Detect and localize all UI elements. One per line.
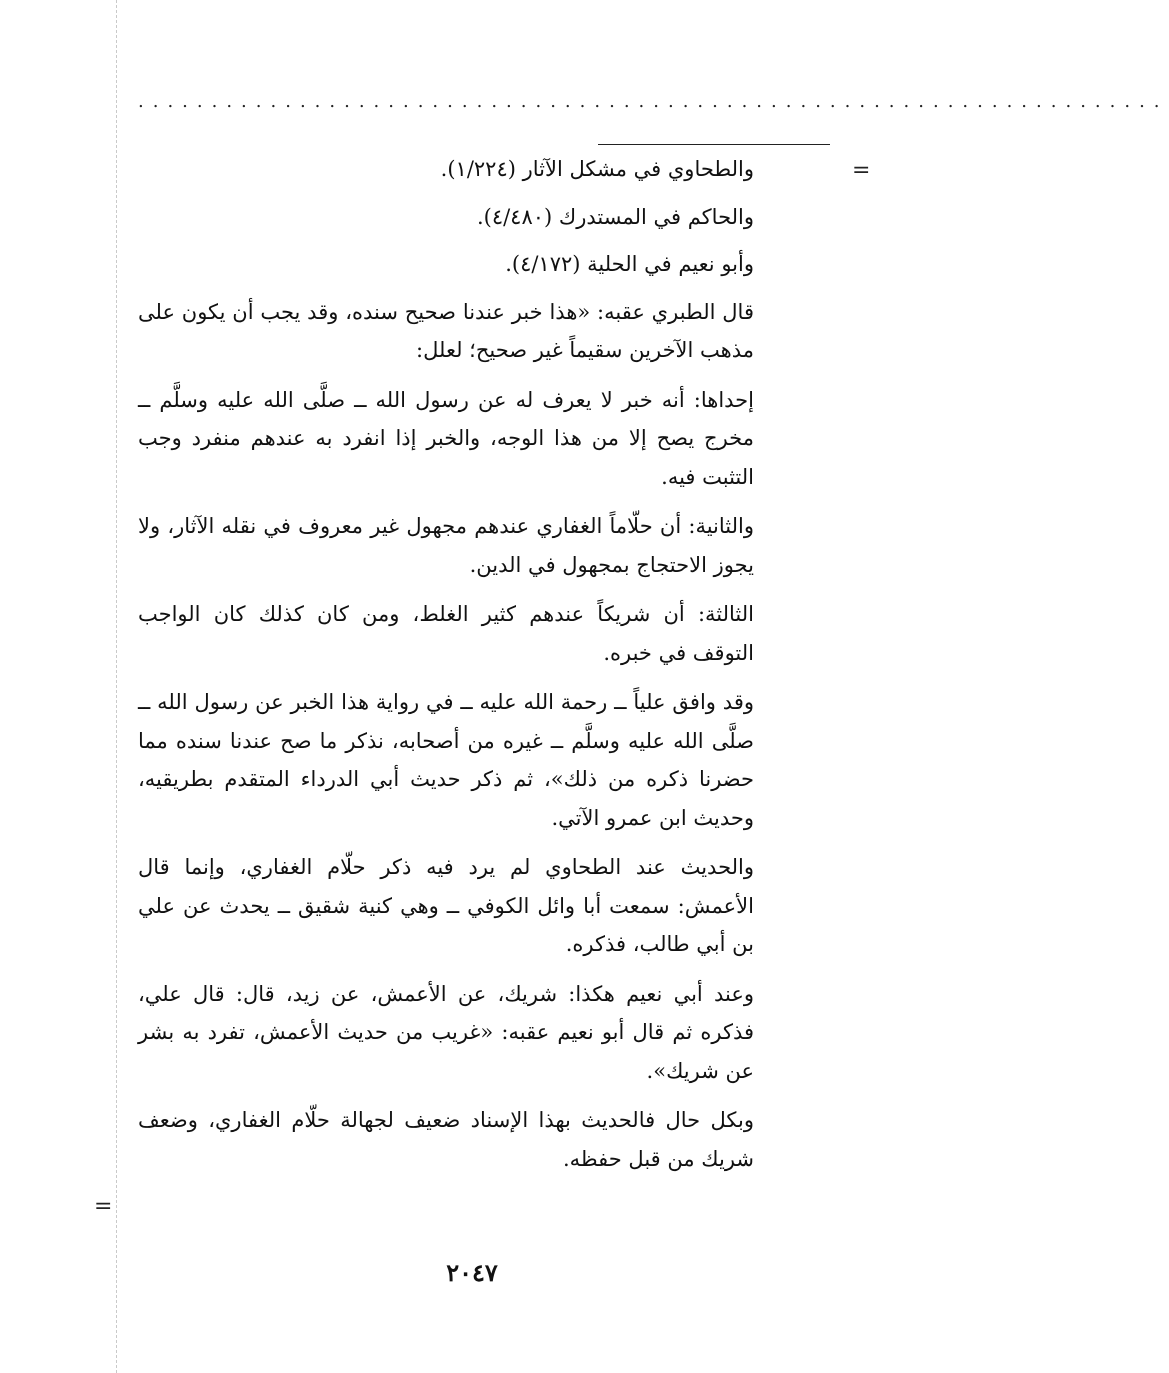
binding-edge-line: [116, 0, 117, 1373]
page-number: ٢٠٤٧: [446, 1258, 498, 1287]
paragraph-third-defect: الثالثة: أن شريكاً عندهم كثير الغلط، ومن كان كذلك كان الواجب التوقف في خبره.: [138, 602, 754, 665]
header-dotted-rule: ......................................................................: [138, 91, 1169, 112]
paragraph-source-hakim: والحاكم في المستدرك (٤/٤٨٠).: [476, 204, 754, 229]
paragraph-corroboration: وقد وافق علياً ــ رحمة الله عليه ــ في رواية هذا الخبر عن رسول الله ــ صلَّى الله عليه وسلَّم ــ غيره من أصحابه، نذكر ما صح عندنا سنده مما حضرنا ذكره من ذلك»، ثم ذكر حديث أبي الدرداء المتقدم بطريقيه، وحديث ابن عمرو الآتي.: [138, 690, 754, 830]
footnote-separator-rule: [598, 144, 830, 145]
paragraph-tahawi-chain: والحديث عند الطحاوي لم يرد فيه ذكر حلّام الغفاري، وإنما قال الأعمش: سمعت أبا وائل الكوفي ــ وهي كنية شقيق ــ يحدث عن علي بن أبي طالب، فذكره.: [138, 855, 754, 956]
paragraph-verdict: وبكل حال فالحديث بهذا الإسناد ضعيف لجهالة حلّام الغفاري، وضعف شريك من قبل حفظه.: [138, 1108, 754, 1171]
paragraph-source-abu-nuaym: وأبو نعيم في الحلية (٤/١٧٢).: [505, 252, 754, 276]
paragraph-tabari-comment: قال الطبري عقبه: «هذا خبر عندنا صحيح سنده، وقد يجب أن يكون على مذهب الآخرين سقيماً غير صحيح؛ لعلل:: [138, 299, 754, 362]
continuation-mark-top: =: [852, 158, 871, 183]
paragraph-first-defect: إحداها: أنه خبر لا يعرف له عن رسول الله ــ صلَّى الله عليه وسلَّم ــ مخرج يصح إلا من هذا الوجه، والخبر إذا انفرد به عندهم منفرد وجب التثبت فيه.: [138, 387, 754, 489]
paragraph-source-tahawi: والطحاوي في مشكل الآثار (١/٢٢٤).: [440, 157, 754, 181]
continuation-mark-bottom: =: [94, 1194, 113, 1219]
paragraph-abu-nuaym-chain: وعند أبي نعيم هكذا: شريك، عن الأعمش، عن زيد، قال: قال علي، فذكره ثم قال أبو نعيم عقبه: «غريب من حديث الأعمش، تفرد به بشر عن شريك».: [138, 981, 754, 1083]
paragraph-second-defect: والثانية: أن حلّاماً الغفاري عندهم مجهول غير معروف في نقله الآثار، ولا يجوز الاحتجاج بمجهول في الدين.: [138, 514, 754, 577]
footnote-text-block: [138, 150, 754, 1189]
